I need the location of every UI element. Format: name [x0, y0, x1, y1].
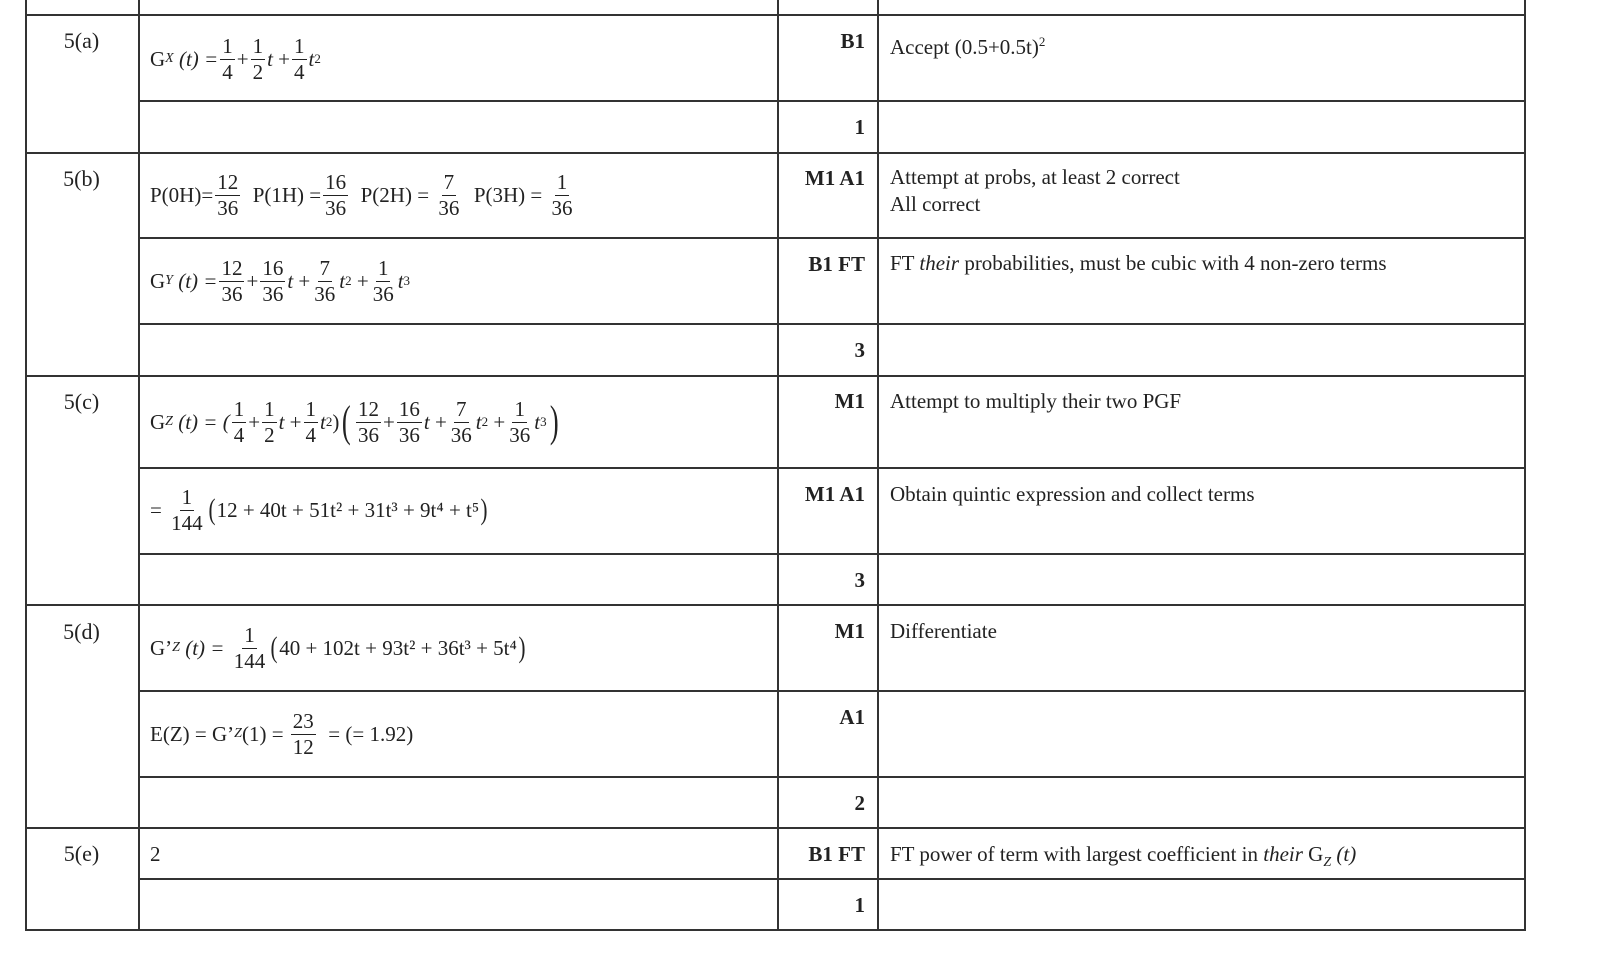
fraction: $\frac{7}{36}$ — [314, 255, 336, 306]
table-rule — [138, 690, 1525, 692]
mark-code: M1 A1 — [804, 166, 865, 190]
table-rule — [138, 878, 1525, 880]
guidance-text: Attempt at probs, at least 2 correct All correct — [890, 165, 1180, 216]
table-rule — [138, 553, 1525, 555]
fraction: $\frac{16}{36}$ — [262, 255, 284, 306]
answer-gz-expanded: = $\frac{1}{144}$ ( 12 + 40t + 51t² + 31t³ + 9t⁴ + t⁵ ) — [150, 484, 488, 535]
fraction: $\frac{1}{4}$ — [233, 396, 245, 447]
question-number: 5(b) — [63, 166, 100, 191]
answer-expectation: E(Z) = G’ Z (1) = $\frac{23}{12}$ = (= 1.92) — [150, 708, 414, 759]
table-rule — [25, 827, 1525, 829]
mark-code: M1 A1 — [804, 482, 865, 506]
guidance-text: Differentiate — [890, 619, 997, 643]
math-text: G — [150, 46, 166, 71]
close-paren: ) — [549, 397, 559, 446]
fraction: $\frac{12}{36}$ — [358, 396, 379, 447]
total-marks: 1 — [854, 115, 865, 139]
fraction: $\frac{12}{36}$ — [217, 169, 239, 220]
answer-probabilities: P(0H)= $\frac{12}{36}$ P(1H) = $\frac{16}{36}$ P(2H) = $\frac{7}{36}$ P(3H) = $\frac{1}{36}$ — [150, 169, 573, 220]
table-rule — [138, 237, 1525, 239]
answer-gy: G Y (t) = $\frac{12}{36}$ + $\frac{16}{36}$ t + $\frac{7}{36}$ t 2 + $\frac{1}{36}$ t 3 — [150, 255, 411, 306]
fraction: $\frac{7}{36}$ — [450, 396, 472, 447]
question-number: 5(e) — [63, 841, 100, 866]
answer-gz: G Z (t) = ( $\frac{1}{4}$ + $\frac{1}{2}$ t + $\frac{1}{4}$ t 2 ) ( $\frac{12}{36}$ + $\frac{16}{36}$ t + $\frac{7}{36}$ t 2 + $\frac{1}{36}$ t 3 ) — [150, 396, 559, 447]
fraction: $\frac{1}{4}$ — [294, 33, 305, 84]
fraction: $\frac{1}{36}$ — [372, 255, 394, 306]
fraction: $\frac{23}{12}$ — [292, 708, 314, 759]
table-rule — [138, 0, 140, 931]
table-rule — [138, 323, 1525, 325]
question-number: 5(d) — [63, 619, 100, 644]
table-rule — [1524, 0, 1526, 931]
mark-code: B1 FT — [808, 252, 865, 276]
fraction: $\frac{1}{36}$ — [551, 169, 573, 220]
mark-code: A1 — [839, 705, 865, 729]
fraction: $\frac{1}{144}$ — [171, 484, 203, 535]
open-paren: ( — [342, 397, 352, 446]
total-marks: 2 — [854, 791, 865, 815]
guidance-text: Attempt to multiply their two PGF — [890, 389, 1182, 413]
table-rule — [25, 375, 1525, 377]
table-rule — [25, 152, 1525, 154]
table-rule — [138, 467, 1525, 469]
fraction: $\frac{12}{36}$ — [221, 255, 243, 306]
total-marks: 3 — [854, 338, 865, 362]
fraction: $\frac{7}{36}$ — [438, 169, 460, 220]
math-sub: X — [165, 51, 174, 66]
table-rule — [25, 929, 1525, 931]
fraction: $\frac{1}{2}$ — [252, 33, 264, 84]
guidance-text: Accept $(0.5+0.5t)^2$ — [890, 34, 1046, 59]
fraction: $\frac{16}{36}$ — [398, 396, 420, 447]
mark-code: B1 FT — [808, 842, 865, 866]
mark-code: B1 — [840, 29, 865, 53]
question-number: 5(c) — [63, 389, 100, 414]
table-rule — [138, 100, 1525, 102]
fraction: $\frac{1}{144}$ — [233, 622, 266, 673]
mark-code: M1 — [834, 619, 865, 643]
fraction: $\frac{16}{36}$ — [325, 169, 347, 220]
guidance-text: FT power of term with largest coefficient in their $G_Z$ (t) — [890, 842, 1357, 871]
question-number: 5(a) — [63, 28, 100, 53]
table-rule — [25, 14, 1525, 16]
table-rule — [25, 604, 1525, 606]
total-marks: 3 — [854, 568, 865, 592]
fraction: $\frac{1}{2}$ — [264, 396, 275, 447]
mark-code: M1 — [834, 389, 865, 413]
fraction: $\frac{1}{4}$ — [305, 396, 316, 447]
math-text: (t) = — [178, 46, 219, 71]
answer-derivative: G’ Z (t) = $\frac{1}{144}$ ( 40 + 102t + 93t² + 36t³ + 5t⁴ ) — [150, 622, 526, 673]
fraction: $\frac{1}{4}$ — [222, 33, 233, 84]
total-marks: 1 — [854, 893, 865, 917]
table-rule — [877, 0, 879, 931]
answer-gx: G X (t) = $\frac{1}{4}$ + $\frac{1}{2}$ t + $\frac{1}{4}$ t 2 — [150, 33, 321, 84]
table-rule — [25, 0, 27, 931]
guidance-text: Obtain quintic expression and collect terms — [890, 482, 1255, 506]
table-rule — [138, 776, 1525, 778]
fraction: $\frac{1}{36}$ — [509, 396, 531, 447]
answer-text: 2 — [150, 842, 161, 866]
guidance-text: FT their probabilities, must be cubic with 4 non-zero terms — [890, 251, 1387, 275]
